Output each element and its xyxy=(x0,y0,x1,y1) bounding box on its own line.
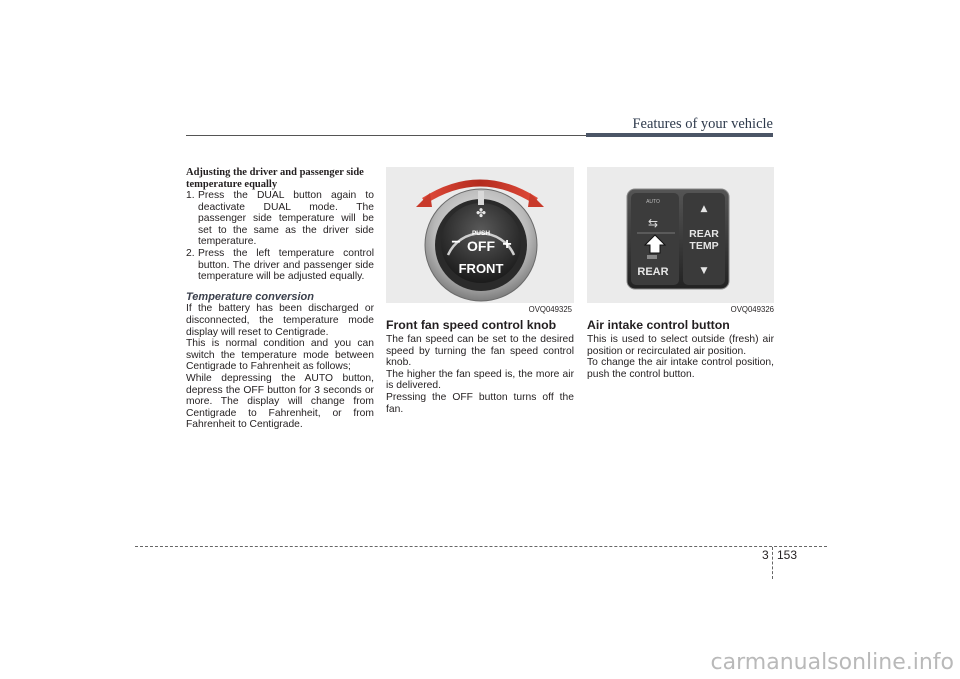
push-label: PUSH xyxy=(471,230,491,237)
auto-label: AUTO xyxy=(646,199,660,205)
paragraph: To change the air intake control position, push the control button. xyxy=(587,357,774,380)
plus-label: + xyxy=(502,236,512,253)
paragraph: While depressing the AUTO button, depress the OFF button for 3 seconds or more. The display will change from Centigrade to Fahrenheit, or from Fahrenheit to Centigrade. xyxy=(186,372,374,431)
rear-temp-label-line1: REAR xyxy=(689,228,719,240)
step-number: 1. xyxy=(186,190,195,201)
subheading-temperature-conversion: Temperature conversion xyxy=(186,290,314,303)
step-text: Press the DUAL button again to deactivate DUAL mode. The passenger side temperature will be set to the same as the driver side temperature. xyxy=(198,190,374,248)
up-arrow-icon[interactable]: ▲ xyxy=(700,204,708,214)
figure-code: OVQ049325 xyxy=(528,305,572,314)
page-number: 153 xyxy=(777,548,798,562)
list-item xyxy=(186,190,374,248)
step-number: 2. xyxy=(186,247,195,259)
column-left xyxy=(186,167,374,431)
paragraph: This is normal condition and you can switch the temperature mode between Centigrade to Fahrenheit as follows; xyxy=(186,338,374,373)
fan-icon: ✤ xyxy=(475,206,487,220)
section-heading-fan: Front fan speed control knob xyxy=(386,318,557,332)
recirculation-icon: ⇆ xyxy=(647,216,659,230)
section-heading-air-intake: Air intake control button xyxy=(587,318,730,332)
arrow-head-right xyxy=(528,193,544,207)
paragraph: The fan speed can be set to the desired speed by turning the fan speed control knob. xyxy=(386,334,574,369)
paragraph: If the battery has been discharged or disconnected, the temperature mode display will reset to Centigrade. xyxy=(186,303,374,338)
figure-fan-knob xyxy=(386,167,574,314)
arrow-head-left xyxy=(416,193,432,207)
paragraph: The higher the fan speed is, the more air is delivered. xyxy=(386,368,574,392)
heading-line-2: temperature equally xyxy=(186,178,278,190)
chapter-number: 3 xyxy=(762,548,769,562)
rear-temp-label-line2: TEMP xyxy=(689,240,719,252)
steps-list xyxy=(186,190,374,283)
section-air-intake xyxy=(587,318,774,380)
heading-line-1: Adjusting the driver and passenger side xyxy=(186,167,364,178)
minus-label: − xyxy=(451,234,461,251)
rear-button-label[interactable]: REAR xyxy=(637,266,669,278)
figure-air-intake-panel xyxy=(587,167,774,314)
list-item xyxy=(186,248,374,283)
header-rule xyxy=(186,135,586,136)
step-text: Press the left temperature control button. The driver and passenger side temperature will be adjusted equally. xyxy=(198,247,374,283)
paragraph: Pressing the OFF button turns off the fan. xyxy=(386,391,574,415)
air-intake-illustration xyxy=(587,167,774,303)
watermark: carmanualsonline.info xyxy=(710,650,954,675)
header-accent-bar xyxy=(586,133,773,137)
figure-code: OVQ049326 xyxy=(730,305,774,314)
section-heading-adjust xyxy=(186,167,374,190)
paragraph: This is used to select outside (fresh) air position or recirculated air position. xyxy=(587,334,774,357)
down-arrow-icon[interactable]: ▼ xyxy=(700,266,708,276)
front-label: FRONT xyxy=(458,261,504,276)
knob-indicator xyxy=(478,191,484,205)
off-button-label[interactable]: OFF xyxy=(467,238,495,254)
footer-divider xyxy=(772,547,773,579)
fan-knob-illustration xyxy=(386,167,574,303)
page-header-title: Features of your vehicle xyxy=(632,116,773,132)
section-fan-speed xyxy=(386,318,574,415)
footer-rule xyxy=(135,546,827,547)
indicator-led xyxy=(647,255,657,259)
